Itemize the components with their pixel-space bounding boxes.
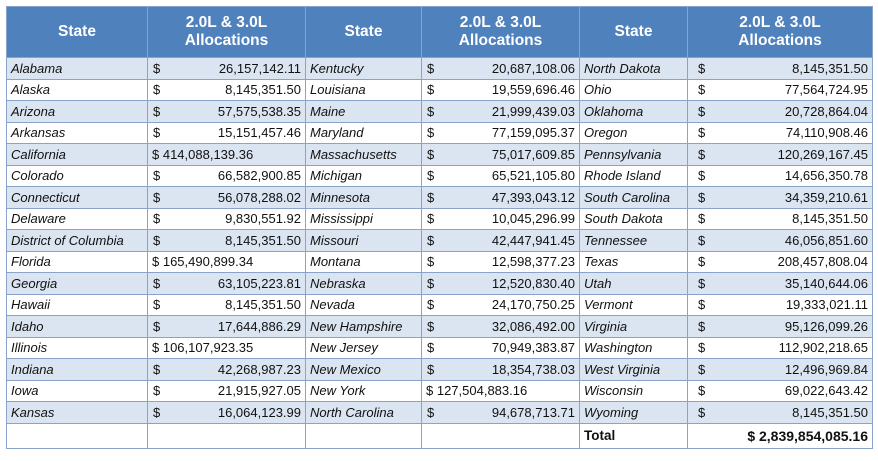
state-cell: Arkansas (7, 122, 148, 144)
allocation-cell (148, 58, 306, 80)
dollar-sign: $ (427, 404, 435, 420)
allocation-amount: 16,064,123.99 (217, 404, 301, 420)
table-row (7, 402, 873, 424)
allocation-cell (688, 402, 873, 424)
state-cell: Nebraska (306, 273, 422, 295)
allocation-cell (422, 144, 580, 166)
dollar-sign: $ (698, 125, 706, 141)
allocation-amount: 9,830,551.92 (225, 211, 301, 227)
state-cell: Massachusetts (306, 144, 422, 166)
table-row (7, 58, 873, 80)
allocation-amount: 8,145,351.50 (225, 82, 301, 98)
allocation-amount: 57,575,538.35 (217, 103, 301, 119)
state-cell: Maryland (306, 122, 422, 144)
dollar-sign: $ (698, 103, 706, 119)
allocation-amount: $ 127,504,883.16 (426, 383, 528, 399)
dollar-sign: $ (698, 146, 706, 162)
dollar-sign: $ (427, 254, 435, 270)
dollar-sign: $ (698, 168, 706, 184)
table-row (7, 359, 873, 381)
allocation-cell (422, 165, 580, 187)
dollar-sign: $ (427, 82, 435, 98)
allocation-cell (422, 58, 580, 80)
allocation-cell (148, 294, 306, 316)
state-cell: Arizona (7, 101, 148, 123)
allocation-amount: 56,078,288.02 (217, 189, 301, 205)
allocation-amount: 35,140,644.06 (784, 275, 868, 291)
allocation-amount: 21,999,439.03 (491, 103, 575, 119)
state-cell: South Carolina (580, 187, 688, 209)
allocation-cell (688, 316, 873, 338)
state-cell: Louisiana (306, 79, 422, 101)
state-cell: Wyoming (580, 402, 688, 424)
allocation-cell (688, 380, 873, 402)
state-cell: North Dakota (580, 58, 688, 80)
table-row (7, 165, 873, 187)
allocation-amount: 10,045,296.99 (491, 211, 575, 227)
allocation-cell (688, 79, 873, 101)
state-cell: Alabama (7, 58, 148, 80)
dollar-sign: $ (153, 211, 161, 227)
dollar-sign: $ (427, 168, 435, 184)
table-row (7, 316, 873, 338)
allocation-amount: 8,145,351.50 (225, 297, 301, 313)
allocation-amount: 208,457,808.04 (777, 254, 868, 270)
allocation-amount: 120,269,167.45 (777, 146, 868, 162)
dollar-sign: $ (698, 361, 706, 377)
allocation-cell (688, 165, 873, 187)
allocation-amount: 77,564,724.95 (784, 82, 868, 98)
state-cell: Florida (7, 251, 148, 273)
allocation-amount: 18,354,738.03 (491, 361, 575, 377)
state-cell: Kansas (7, 402, 148, 424)
allocation-cell (422, 122, 580, 144)
dollar-sign: $ (698, 232, 706, 248)
dollar-sign: $ (698, 60, 706, 76)
total-row (7, 423, 873, 448)
dollar-sign: $ (698, 189, 706, 205)
state-cell: New York (306, 380, 422, 402)
allocation-amount: 15,151,457.46 (217, 125, 301, 141)
dollar-sign: $ (153, 232, 161, 248)
state-cell: District of Columbia (7, 230, 148, 252)
allocation-amount: 32,086,492.00 (491, 318, 575, 334)
state-cell: Montana (306, 251, 422, 273)
header-row (7, 7, 873, 58)
dollar-sign: $ (153, 168, 161, 184)
allocation-cell (148, 273, 306, 295)
state-cell: Mississippi (306, 208, 422, 230)
state-cell: Tennessee (580, 230, 688, 252)
allocation-cell (148, 208, 306, 230)
state-cell: Iowa (7, 380, 148, 402)
allocation-cell (688, 251, 873, 273)
allocation-cell (688, 187, 873, 209)
state-cell: Indiana (7, 359, 148, 381)
allocation-cell (148, 380, 306, 402)
dollar-sign: $ (153, 275, 161, 291)
allocation-cell (422, 79, 580, 101)
state-cell: New Mexico (306, 359, 422, 381)
allocation-cell (422, 380, 580, 402)
dollar-sign: $ (153, 103, 161, 119)
state-cell: Kentucky (306, 58, 422, 80)
allocation-amount: 75,017,609.85 (491, 146, 575, 162)
state-cell: Illinois (7, 337, 148, 359)
allocation-amount: 20,728,864.04 (784, 103, 868, 119)
allocation-cell (422, 230, 580, 252)
empty-cell (148, 423, 306, 448)
allocation-cell (422, 208, 580, 230)
table-row (7, 208, 873, 230)
total-value: $ 2,839,854,085.16 (688, 423, 873, 448)
state-cell: Washington (580, 337, 688, 359)
allocation-amount: 8,145,351.50 (792, 60, 868, 76)
allocation-cell (688, 58, 873, 80)
state-cell: California (7, 144, 148, 166)
allocation-cell (148, 165, 306, 187)
allocation-amount: 42,268,987.23 (217, 361, 301, 377)
table-row (7, 294, 873, 316)
table-row (7, 79, 873, 101)
allocation-cell (148, 337, 306, 359)
state-cell: Delaware (7, 208, 148, 230)
allocations-table (6, 6, 873, 449)
dollar-sign: $ (153, 361, 161, 377)
allocation-amount: 95,126,099.26 (784, 318, 868, 334)
dollar-sign: $ (427, 103, 435, 119)
dollar-sign: $ (427, 361, 435, 377)
allocation-amount: 14,656,350.78 (784, 168, 868, 184)
dollar-sign: $ (427, 297, 435, 313)
allocation-amount: 65,521,105.80 (491, 168, 575, 184)
dollar-sign: $ (427, 60, 435, 76)
allocation-amount: 8,145,351.50 (792, 211, 868, 227)
state-cell: Colorado (7, 165, 148, 187)
state-cell: Vermont (580, 294, 688, 316)
dollar-sign: $ (427, 146, 435, 162)
allocation-cell (688, 337, 873, 359)
allocation-amount: 12,520,830.40 (491, 275, 575, 291)
table-row (7, 337, 873, 359)
allocation-cell (422, 337, 580, 359)
table-body (7, 58, 873, 449)
dollar-sign: $ (427, 211, 435, 227)
allocation-amount: 19,333,021.11 (785, 297, 868, 313)
state-cell: South Dakota (580, 208, 688, 230)
dollar-sign: $ (698, 297, 706, 313)
state-cell: Idaho (7, 316, 148, 338)
allocation-amount: 63,105,223.81 (217, 275, 301, 291)
dollar-sign: $ (153, 60, 161, 76)
dollar-sign: $ (698, 404, 706, 420)
state-cell: Ohio (580, 79, 688, 101)
allocation-cell (148, 187, 306, 209)
allocation-cell (422, 251, 580, 273)
dollar-sign: $ (427, 189, 435, 205)
allocation-cell (688, 122, 873, 144)
dollar-sign: $ (698, 211, 706, 227)
state-header-2: State (306, 7, 422, 58)
allocation-cell (148, 79, 306, 101)
table-row (7, 230, 873, 252)
state-cell: Missouri (306, 230, 422, 252)
state-cell: Oregon (580, 122, 688, 144)
allocations-header-3: 2.0L & 3.0L Allocations (688, 7, 873, 58)
dollar-sign: $ (153, 383, 161, 399)
state-cell: New Jersey (306, 337, 422, 359)
dollar-sign: $ (427, 340, 435, 356)
allocation-cell (422, 294, 580, 316)
table-row (7, 144, 873, 166)
dollar-sign: $ (698, 254, 706, 270)
allocation-cell (422, 187, 580, 209)
dollar-sign: $ (698, 383, 706, 399)
empty-cell (306, 423, 422, 448)
state-cell: Hawaii (7, 294, 148, 316)
allocations-header-2: 2.0L & 3.0L Allocations (422, 7, 580, 58)
allocation-cell (148, 101, 306, 123)
allocation-cell (148, 251, 306, 273)
allocation-amount: 21,915,927.05 (217, 383, 301, 399)
allocation-cell (422, 402, 580, 424)
total-label: Total (580, 423, 688, 448)
allocation-amount: 8,145,351.50 (792, 404, 868, 420)
state-header-1: State (7, 7, 148, 58)
dollar-sign: $ (698, 82, 706, 98)
state-cell: Michigan (306, 165, 422, 187)
dollar-sign: $ (153, 318, 161, 334)
state-cell: Pennsylvania (580, 144, 688, 166)
allocation-amount: 46,056,851.60 (784, 232, 868, 248)
allocation-amount: 12,598,377.23 (491, 254, 575, 270)
allocation-cell (148, 144, 306, 166)
allocation-amount: $ 414,088,139.36 (152, 146, 254, 162)
allocation-cell (422, 359, 580, 381)
allocation-cell (688, 144, 873, 166)
empty-cell (7, 423, 148, 448)
dollar-sign: $ (153, 82, 161, 98)
state-cell: Alaska (7, 79, 148, 101)
allocation-cell (422, 273, 580, 295)
allocation-cell (422, 101, 580, 123)
allocation-amount: 8,145,351.50 (225, 232, 301, 248)
dollar-sign: $ (427, 232, 435, 248)
allocation-amount: 20,687,108.06 (491, 60, 575, 76)
allocation-amount: 74,110,908.46 (785, 125, 868, 141)
state-cell: West Virginia (580, 359, 688, 381)
state-cell: Maine (306, 101, 422, 123)
allocation-amount: 112,902,218.65 (778, 340, 868, 356)
allocation-amount: 70,949,383.87 (491, 340, 575, 356)
dollar-sign: $ (427, 275, 435, 291)
allocation-cell (148, 359, 306, 381)
empty-cell (422, 423, 580, 448)
allocation-cell (688, 208, 873, 230)
state-cell: Minnesota (306, 187, 422, 209)
state-cell: Wisconsin (580, 380, 688, 402)
state-cell: Utah (580, 273, 688, 295)
table-row (7, 101, 873, 123)
state-cell: Rhode Island (580, 165, 688, 187)
allocation-amount: 77,159,095.37 (491, 125, 575, 141)
table-row (7, 122, 873, 144)
dollar-sign: $ (698, 318, 706, 334)
state-cell: New Hampshire (306, 316, 422, 338)
allocation-amount: $ 165,490,899.34 (152, 254, 254, 270)
dollar-sign: $ (153, 297, 161, 313)
state-cell: Virginia (580, 316, 688, 338)
allocation-cell (422, 316, 580, 338)
state-cell: Connecticut (7, 187, 148, 209)
dollar-sign: $ (153, 125, 161, 141)
allocation-cell (148, 402, 306, 424)
allocation-amount: 42,447,941.45 (491, 232, 575, 248)
state-cell: Georgia (7, 273, 148, 295)
allocation-amount: 12,496,969.84 (784, 361, 868, 377)
table-row (7, 380, 873, 402)
allocation-cell (688, 294, 873, 316)
allocation-cell (148, 316, 306, 338)
state-header-3: State (580, 7, 688, 58)
dollar-sign: $ (427, 318, 435, 334)
allocation-cell (688, 359, 873, 381)
allocation-cell (688, 230, 873, 252)
allocation-amount: 34,359,210.61 (784, 189, 868, 205)
dollar-sign: $ (153, 189, 161, 205)
allocation-amount: $ 106,107,923.35 (152, 340, 254, 356)
allocation-amount: 19,559,696.46 (491, 82, 575, 98)
table-row (7, 273, 873, 295)
dollar-sign: $ (698, 340, 706, 356)
allocation-amount: 69,022,643.42 (784, 383, 868, 399)
table-row (7, 251, 873, 273)
allocations-header-1: 2.0L & 3.0L Allocations (148, 7, 306, 58)
allocation-amount: 24,170,750.25 (491, 297, 575, 313)
state-cell: Oklahoma (580, 101, 688, 123)
allocation-cell (148, 230, 306, 252)
allocation-cell (688, 273, 873, 295)
allocation-amount: 94,678,713.71 (491, 404, 575, 420)
allocation-amount: 66,582,900.85 (217, 168, 301, 184)
dollar-sign: $ (427, 125, 435, 141)
state-cell: Nevada (306, 294, 422, 316)
allocation-cell (688, 101, 873, 123)
allocation-cell (148, 122, 306, 144)
allocation-amount: 17,644,886.29 (217, 318, 301, 334)
dollar-sign: $ (698, 275, 706, 291)
table-row (7, 187, 873, 209)
state-cell: Texas (580, 251, 688, 273)
allocation-amount: 47,393,043.12 (491, 189, 575, 205)
allocation-amount: 26,157,142.11 (218, 60, 301, 76)
state-cell: North Carolina (306, 402, 422, 424)
dollar-sign: $ (153, 404, 161, 420)
